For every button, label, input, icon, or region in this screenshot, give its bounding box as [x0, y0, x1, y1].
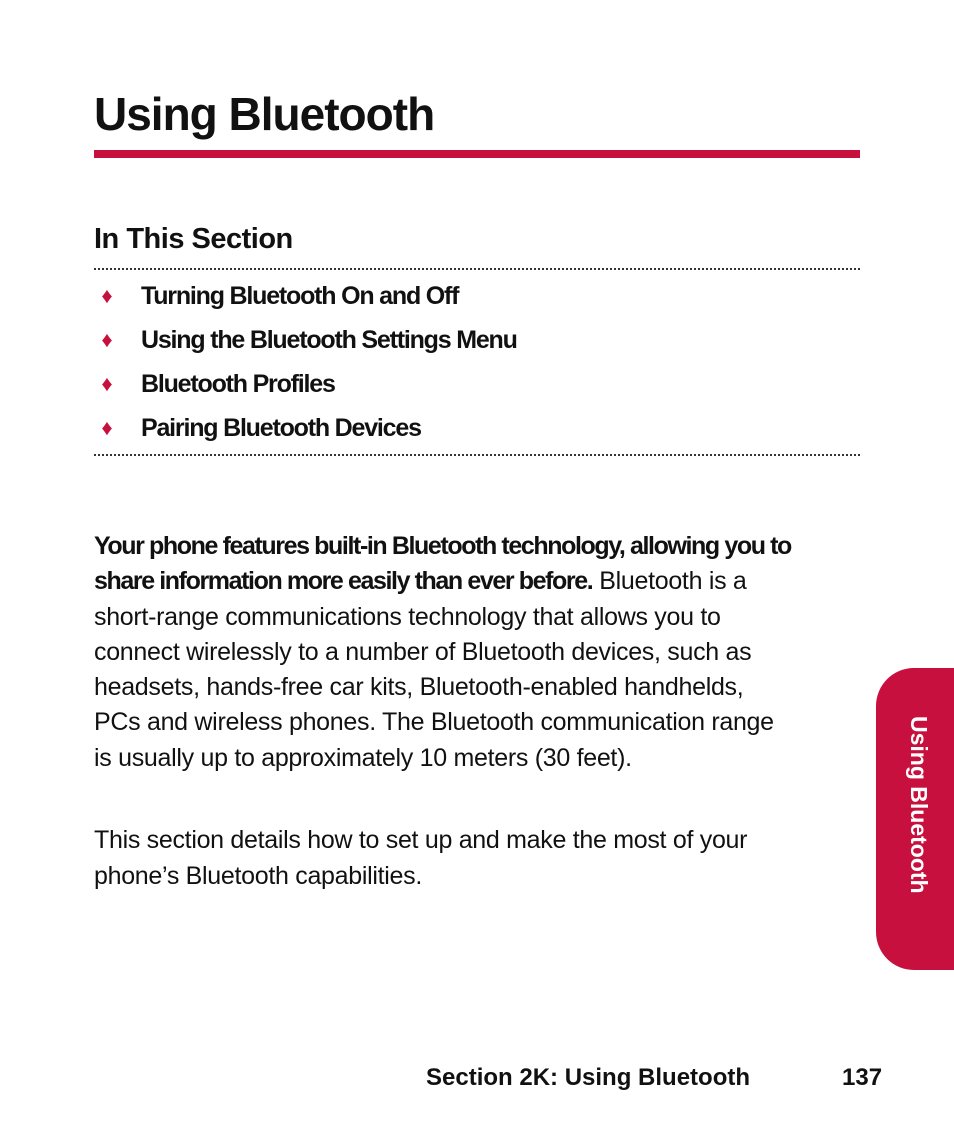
diamond-bullet-icon: ♦ [101, 415, 113, 440]
intro-paragraph [94, 529, 794, 776]
diamond-bullet-icon: ♦ [101, 327, 113, 352]
intro-body-text: Bluetooth is a short-range communications technology that allows you to connect wirelessly to a number of Bluetooth devices, such as headsets, hands-free car kits, Bluetooth-enabled handhelds, PCs and wireless phones. The Bluetooth communication range is usually up to approximately 10 meters (30 feet). [94, 567, 774, 772]
in-this-section-heading: In This Section [94, 223, 293, 255]
toc-item-label: Using the Bluetooth Settings Menu [141, 326, 517, 354]
body-paragraph: This section details how to set up and make the most of your phone’s Bluetooth capabilities. [94, 826, 748, 890]
diamond-bullet-icon: ♦ [101, 371, 113, 396]
dotted-divider-top [94, 268, 860, 270]
toc-item-label: Pairing Bluetooth Devices [141, 414, 421, 442]
toc-item-label: Turning Bluetooth On and Off [141, 282, 459, 310]
title-rule [94, 150, 860, 158]
diamond-bullet-icon: ♦ [101, 283, 113, 308]
page-number: 137 [842, 1064, 883, 1091]
dotted-divider-bottom [94, 454, 860, 456]
page-title: Using Bluetooth [94, 88, 435, 140]
intro-lead-text: Your phone features built-in Bluetooth technology, allowing you to share information more easily than ever before. [94, 532, 791, 596]
side-tab-label: Using Bluetooth [906, 716, 932, 894]
footer-section-label: Section 2K: Using Bluetooth [426, 1064, 750, 1091]
toc-item-label: Bluetooth Profiles [141, 370, 335, 398]
